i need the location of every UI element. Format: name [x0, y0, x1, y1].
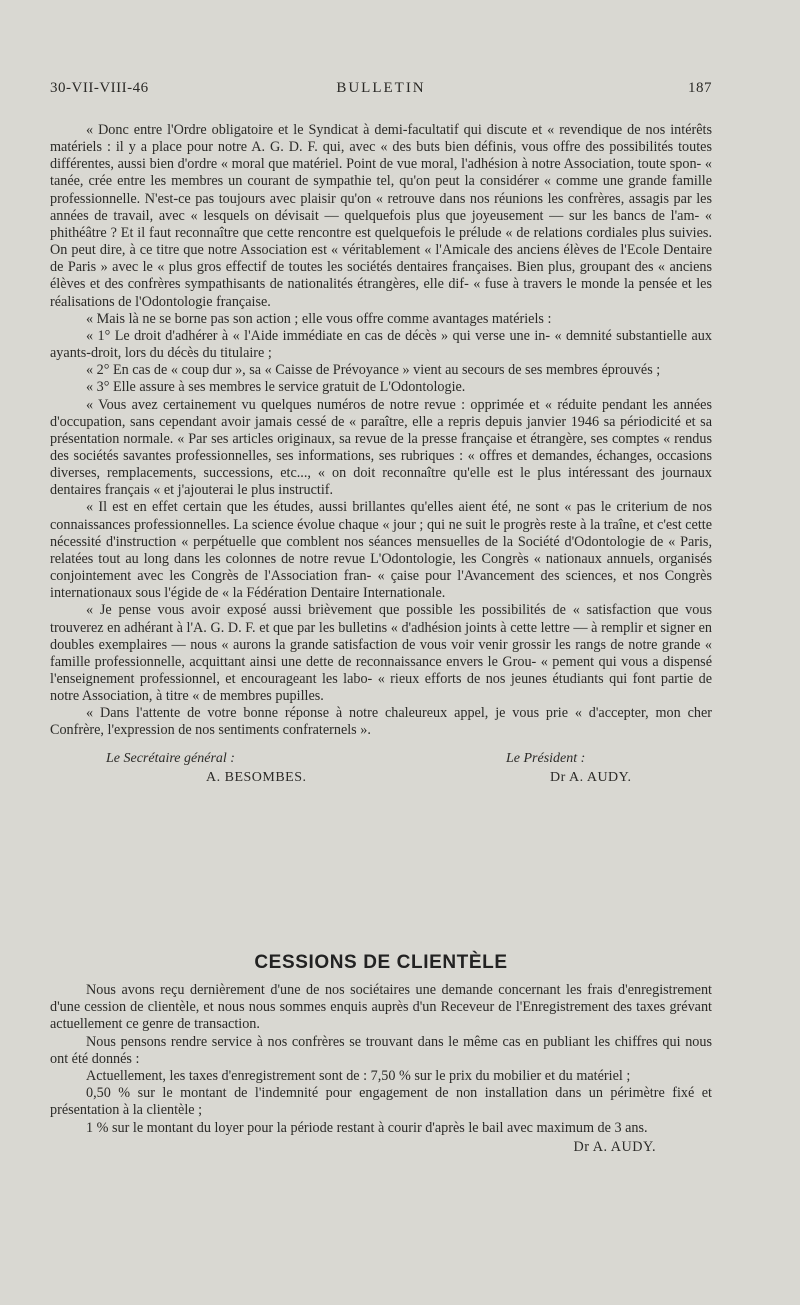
section-paragraph-2: Nous pensons rendre service à nos confrères se trouvant dans le même cas en publiant les chiffres qui nous ont été donnés :	[50, 1033, 712, 1067]
letter-paragraph-9: « Dans l'attente de votre bonne réponse à notre chaleureux appel, je vous prie « d'accepter, mon cher Confrère, l'expression de nos sentiments confraternels ».	[50, 705, 712, 739]
section-title: CESSIONS DE CLIENTÈLE	[254, 952, 508, 973]
section-paragraph-4: 0,50 % sur le montant de l'indemnité pour engagement de non installation dans un périmètre fixé et présentation à la clientèle ;	[50, 1085, 712, 1119]
letter-paragraph-6: « Vous avez certainement vu quelques numéros de notre revue : opprimée et « réduite pendant les années d'occupation, sans cependant avoir jamais cessé de « paraître, elle a repris depuis janvier 1946 sa périodicité et sa présentation normale. « Par ses articles originaux, sa revue de la presse française et étrangère, ses comptes « rendus des sociétés savantes professionnelles, ses informations, ses rubriques : « offres et demandes, échanges, occasions diverses, remplacements, successions, etc..., « on doit reconnaître qu'elle est le plus intéressant des journaux dentaires français « et j'ajouterai le plus instructif.	[50, 396, 712, 499]
section-paragraph-3: Actuellement, les taxes d'enregistrement sont de : 7,50 % sur le prix du mobilier et du matériel ;	[86, 1068, 631, 1085]
president-name: Dr A. AUDY.	[550, 769, 632, 785]
signature-block	[50, 750, 712, 788]
letter-paragraph-8: « Je pense vous avoir exposé aussi brièvement que possible les possibilités de « satisfaction que vous trouverez en adhérant à l'A. G. D. F. et que par les bulletins « d'adhésion joints à cette lettre — à remplir et signer en doubles exemplaires — nous « aurons la grande satisfaction de vous voir venir grossir les rangs de notre grande « famille professionnelle, acquittant ainsi une dette de reconnaissance envers le Grou- « pement qui vous a dispensé l'enseignement professionnel, et encourageant les labo- « rieux efforts de nos jeunes étudiants qui font partie de notre Association, à titre « de membres pupilles.	[50, 602, 712, 705]
letter-body	[50, 122, 712, 788]
president-title: Le Président :	[506, 750, 586, 766]
secretary-title: Le Secrétaire général :	[106, 750, 235, 766]
page-header	[50, 80, 712, 100]
section-paragraph-5: 1 % sur le montant du loyer pour la période restant à courir d'après le bail avec maximum de 3 ans.	[86, 1119, 648, 1136]
section-body	[50, 982, 712, 1156]
page-number: 187	[688, 80, 712, 96]
letter-paragraph-4: « 2° En cas de « coup dur », sa « Caisse de Prévoyance » vient au secours de ses membres éprouvés ;	[86, 362, 661, 379]
letter-paragraph-5: « 3° Elle assure à ses membres le service gratuit de L'Odontologie.	[86, 379, 466, 396]
letter-paragraph-2: « Mais là ne se borne pas son action ; elle vous offre comme avantages matériels :	[86, 310, 552, 327]
letter-paragraph-3: « 1° Le droit d'adhérer à « l'Aide immédiate en cas de décès » qui verse une in- « demnité substantielle aux ayants-droit, lors du décès du titulaire ;	[50, 327, 712, 362]
section-signature: Dr A. AUDY.	[573, 1138, 656, 1155]
letter-paragraph-1: « Donc entre l'Ordre obligatoire et le Syndicat à demi-facultatif qui discute et « revendique de nos intérêts matériels : il y a place pour notre A. G. D. F. qui, avec « des buts bien définis, vous offre des possibilités toutes différentes, aussi bien d'ordre « moral que matériel. Point de vue moral, l'adhésion à notre Association, toute spon- « tanée, crée entre les membres un courant de sympathie tel, qu'on peut la considérer « comme une grande famille professionnelle. N'est-ce pas toujours avec plaisir qu'on « retrouve dans nos réunions les confrères, assagis par les années de travail, avec « lesquels on dévisait — quelquefois plus que joyeusement — sur les bancs de l'am- « phithéâtre ? Et il faut reconnaître que cette rencontre est quelquefois le prélude « de relations cordiales plus suivies. On peut dire, à ce titre que notre Association est « véritablement « l'Amicale des anciens élèves de l'Ecole Dentaire de Paris » avec le « plus gros effectif de toutes les sociétés dentaires françaises. Bien plus, groupant des « anciens élèves et des confrères sympathisants de nationalités étrangères, elle dif- « fuse à travers le monde la pensée et les réalisations de l'Odontologie française.	[50, 122, 712, 310]
secretary-name: A. BESOMBES.	[206, 769, 307, 785]
letter-paragraph-7: « Il est en effet certain que les études, aussi brillantes qu'elles aient été, ne sont « pas le criterium de nos connaissances professionnelles. La science évolue chaque « jour ; qui ne suit le progrès reste à la traîne, et c'est cette nécessité d'instruction « perpétuelle que comblent nos séances mensuelles de la Société d'Odontologie de « Paris, relatées tout au long dans les colonnes de notre revue L'Odontologie, les Congrès « nationaux annuels, organisés conjointement avec les Congrès de l'Association fran- « çaise pour l'Avancement des sciences, et nos Congrès internationaux sous l'égide de « la Fédération Dentaire Internationale.	[50, 499, 712, 602]
header-date: 30-VII-VIII-46	[50, 80, 149, 96]
header-title: BULLETIN	[336, 80, 426, 96]
section-paragraph-1: Nous avons reçu dernièrement d'une de nos sociétaires une demande concernant les frais d'enregistrement d'une cession de clientèle, et nous nous sommes enquis auprès d'un Receveur de l'Enregistrement des taxes grévant actuellement ce genre de transaction.	[50, 982, 712, 1033]
